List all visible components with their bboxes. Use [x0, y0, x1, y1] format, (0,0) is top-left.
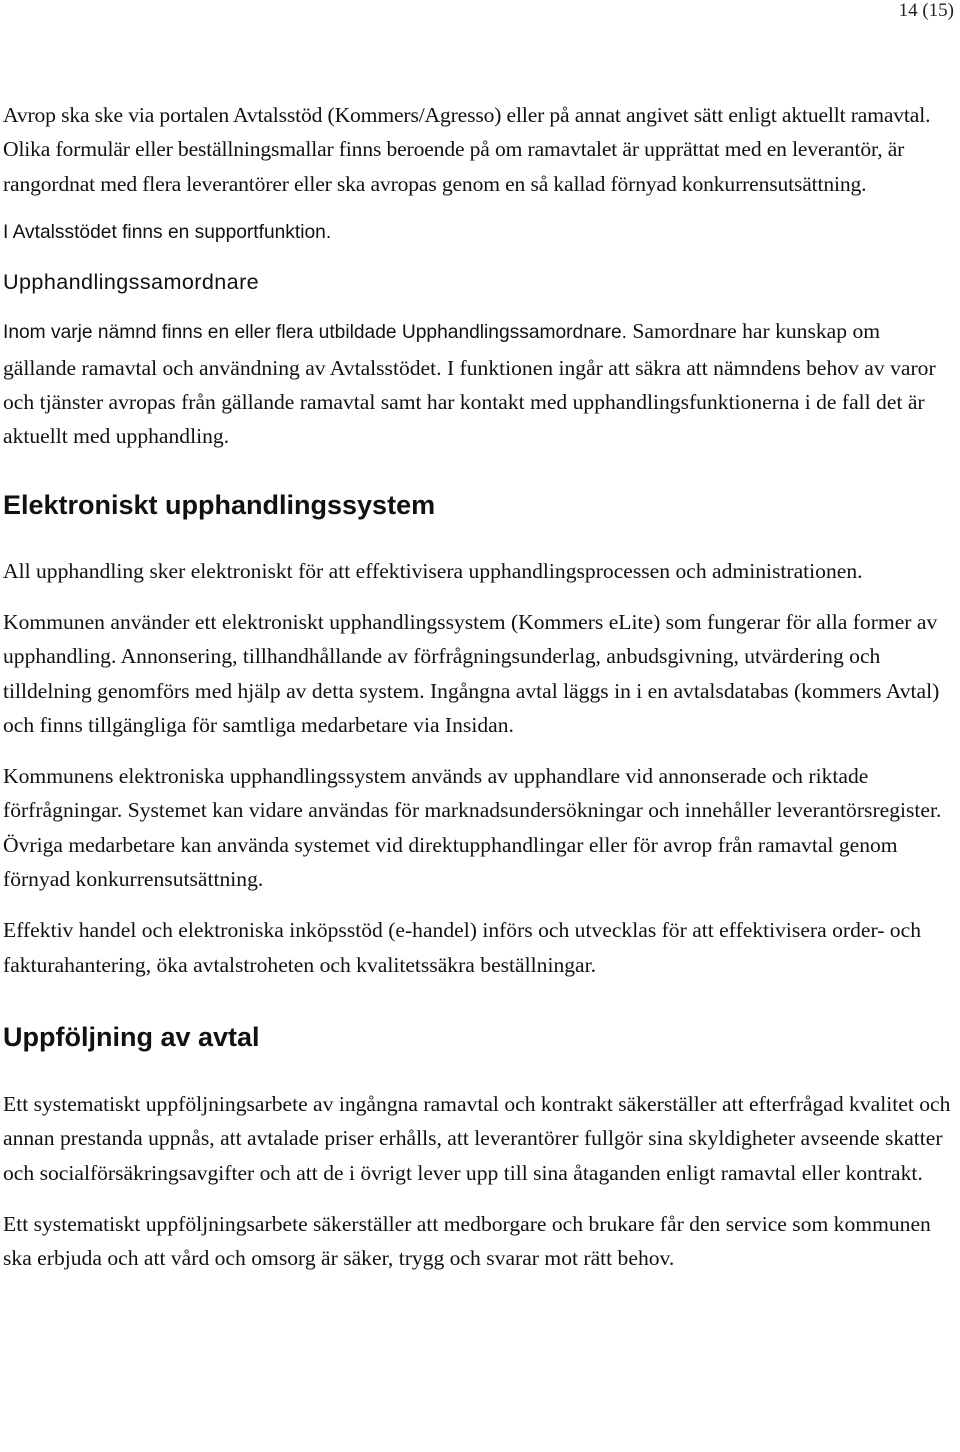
- heading-uppfoljning-av-avtal: Uppföljning av avtal: [3, 1021, 260, 1052]
- paragraph-avrop-text: Avrop ska ske via portalen Avtalsstöd (Kommers/Agresso) eller på annat angivet sätt enligt aktuellt ramavtal. Olika formulär eller beställningsmallar finns beroende på om ramavtalet är upprättat med en leverantör, är rangordnat med flera leverantörer eller ska avropas genom en så kallad förnyad konkurrensutsättning.: [3, 103, 931, 196]
- paragraph-kommunens-system-text: Kommunens elektroniska upphandlingssystem används av upphandlare vid annonserade och riktade förfrågningar. Systemet kan vidare användas för marknadsundersökningar och innehåller leverantörsregister. Övriga medarbetare kan använda systemet vid direktupphandlingar eller för avrop från ramavtal genom förnyad konkurrensutsättning.: [3, 764, 942, 892]
- paragraph-avrop: [3, 98, 953, 201]
- paragraph-kommunen: [3, 605, 953, 742]
- paragraph-effektiv-handel: [3, 913, 953, 982]
- paragraph-support: [3, 216, 953, 250]
- paragraph-kommunen-text: Kommunen använder ett elektroniskt upphandlingssystem (Kommers eLite) som fungerar för alla former av upphandling. Annonsering, tillhandhållande av förfrågningsunderlag, anbudsgivning, utvärdering och tilldelning genomförs med hjälp av detta system. Ingångna avtal läggs in i en avtalsdatabas (kommers Avtal) och finns tillgängliga för samtliga medarbetare via Insidan.: [3, 609, 940, 737]
- subheading-samordnare: Upphandlingssamordnare: [3, 269, 260, 295]
- heading-elektroniskt-upphandlingssystem: Elektroniskt upphandlingssystem: [3, 489, 436, 520]
- paragraph-uppfoljningsarbete-2: [3, 1207, 953, 1276]
- paragraph-samordnare-part-c: I funktionen ingår att säkra att nämndens behov av varor och tjänster avropas från gällande ramavtal samt har kontakt med upphandlingsfunktionerna i de fall det är aktuellt med upphandling.: [3, 355, 936, 449]
- page-number: 14 (15): [898, 0, 954, 21]
- paragraph-uppfoljningsarbete-1: [3, 1087, 953, 1190]
- paragraph-samordnare-part-b: Samordnare har kunskap om gällande ramavtal och användning av Avtalsstödet.: [3, 319, 881, 380]
- paragraph-all-upphandling-text: All upphandling sker elektroniskt för att effektivisera upphandlingsprocessen och administrationen.: [3, 558, 863, 583]
- paragraph-samordnare: [3, 314, 953, 453]
- document-body: [3, 98, 953, 1275]
- paragraph-support-text: I Avtalsstödet finns en supportfunktion.: [3, 221, 332, 243]
- paragraph-all-upphandling: [3, 554, 953, 588]
- paragraph-kommunens-system: [3, 759, 953, 896]
- paragraph-uppfoljningsarbete-2-text: Ett systematiskt uppföljningsarbete säkerställer att medborgare och brukare får den service som kommunen ska erbjuda och att vård och omsorg är säker, trygg och svarar mot rätt behov.: [3, 1211, 931, 1271]
- paragraph-samordnare-part-a: Inom varje nämnd finns en eller flera utbildade Upphandlingssamordnare.: [3, 322, 627, 344]
- paragraph-effektiv-handel-text: Effektiv handel och elektroniska inköpsstöd (e-handel) införs och utvecklas för att effektivisera order- och fakturahantering, öka avtalstroheten och kvalitetssäkra beställningar.: [3, 918, 921, 977]
- paragraph-uppfoljningsarbete-1-text: Ett systematiskt uppföljningsarbete av ingångna ramavtal och kontrakt säkerställer att efterfrågad kvalitet och annan prestanda uppnås, att avtalade priser erhålls, att leverantörer fullgör sina skyldigheter avseende skatter och socialförsäkringsavgifter och att de i övrigt lever upp till sina åtaganden enligt ramavtal eller kontrakt.: [3, 1091, 951, 1185]
